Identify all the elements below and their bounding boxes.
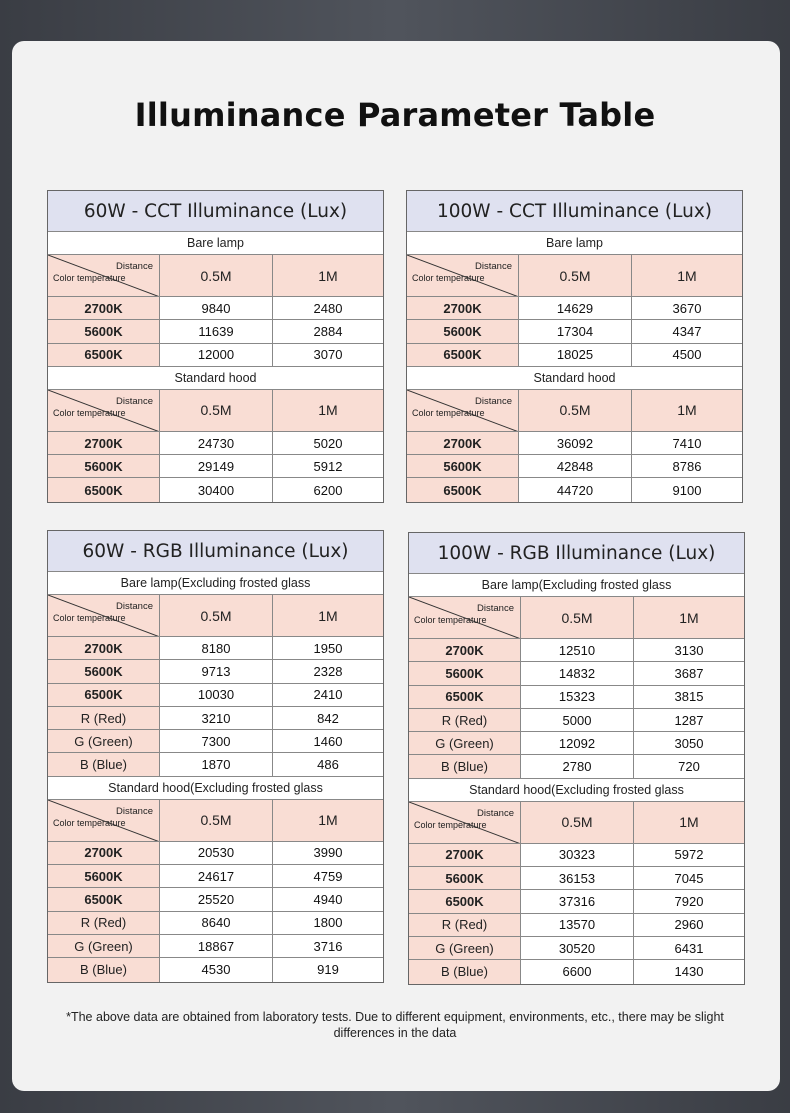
col-header-0-5m: 0.5M <box>519 255 632 296</box>
col-header-1m: 1M <box>632 255 742 296</box>
value-0-5m: 8180 <box>160 637 273 659</box>
table-row <box>409 890 744 913</box>
row-label: G (Green) <box>48 935 160 957</box>
distance-label: Distance <box>477 603 514 614</box>
diagonal-header-cell <box>48 800 160 841</box>
row-label: G (Green) <box>409 732 521 754</box>
illuminance-table <box>408 532 745 985</box>
value-1m: 9100 <box>632 478 742 501</box>
value-1m: 2328 <box>273 660 383 682</box>
row-label: 2700K <box>48 297 160 319</box>
table-row <box>48 478 383 501</box>
value-0-5m: 18025 <box>519 344 632 366</box>
value-1m: 3687 <box>634 662 744 684</box>
col-header-1m: 1M <box>273 800 383 841</box>
diagonal-header-cell <box>48 255 160 296</box>
row-label: R (Red) <box>409 914 521 936</box>
col-header-0-5m: 0.5M <box>519 390 632 431</box>
table-row <box>409 755 744 778</box>
table-title: 100W - CCT Illuminance (Lux) <box>407 191 742 232</box>
row-label: 6500K <box>48 888 160 910</box>
footnote: *The above data are obtained from laboratory tests. Due to different equipment, environments, etc., there may be slight differences in the data <box>66 1010 724 1040</box>
col-header-1m: 1M <box>634 597 744 638</box>
row-label: B (Blue) <box>48 753 160 775</box>
row-label: 5600K <box>409 867 521 889</box>
header-row <box>48 800 383 842</box>
value-0-5m: 17304 <box>519 320 632 342</box>
table-row <box>407 455 742 478</box>
table-row <box>409 639 744 662</box>
distance-label: Distance <box>116 601 153 612</box>
table-row <box>409 937 744 960</box>
value-1m: 3070 <box>273 344 383 366</box>
value-1m: 5972 <box>634 844 744 866</box>
row-label: 2700K <box>409 844 521 866</box>
value-1m: 3670 <box>632 297 742 319</box>
table-row <box>48 865 383 888</box>
row-label: B (Blue) <box>48 958 160 981</box>
table-row <box>407 320 742 343</box>
row-label: R (Red) <box>48 912 160 934</box>
value-1m: 4500 <box>632 344 742 366</box>
illuminance-table <box>47 190 384 503</box>
value-1m: 3130 <box>634 639 744 661</box>
value-0-5m: 36092 <box>519 432 632 454</box>
col-header-1m: 1M <box>632 390 742 431</box>
diagonal-header-cell <box>409 802 521 843</box>
table-row <box>48 707 383 730</box>
illuminance-table <box>47 530 384 983</box>
value-1m: 7045 <box>634 867 744 889</box>
row-label: R (Red) <box>48 707 160 729</box>
value-1m: 6200 <box>273 478 383 501</box>
section-label: Standard hood <box>407 367 742 390</box>
value-1m: 6431 <box>634 937 744 959</box>
table-row <box>48 888 383 911</box>
value-0-5m: 20530 <box>160 842 273 864</box>
row-label: R (Red) <box>409 709 521 731</box>
table-row <box>407 297 742 320</box>
value-1m: 4347 <box>632 320 742 342</box>
page-title: Illuminance Parameter Table <box>134 96 656 134</box>
header-row <box>48 595 383 637</box>
value-1m: 2410 <box>273 684 383 706</box>
row-label: 6500K <box>48 344 160 366</box>
value-0-5m: 25520 <box>160 888 273 910</box>
table-row <box>409 914 744 937</box>
section-label: Bare lamp <box>48 232 383 255</box>
section-label: Standard hood <box>48 367 383 390</box>
header-row <box>407 390 742 432</box>
distance-label: Distance <box>475 395 512 407</box>
color-temperature-label: Color temperature <box>412 273 485 283</box>
col-header-0-5m: 0.5M <box>160 255 273 296</box>
col-header-1m: 1M <box>273 255 383 296</box>
value-0-5m: 24617 <box>160 865 273 887</box>
value-0-5m: 10030 <box>160 684 273 706</box>
row-label: 6500K <box>409 686 521 708</box>
value-1m: 1460 <box>273 730 383 752</box>
table-row <box>409 960 744 983</box>
value-1m: 919 <box>273 958 383 981</box>
value-0-5m: 30400 <box>160 478 273 501</box>
value-1m: 8786 <box>632 455 742 477</box>
value-0-5m: 12510 <box>521 639 634 661</box>
section-label: Bare lamp <box>407 232 742 255</box>
row-label: 6500K <box>407 344 519 366</box>
table-row <box>48 660 383 683</box>
table-title: 60W - RGB Illuminance (Lux) <box>48 531 383 572</box>
col-header-0-5m: 0.5M <box>521 597 634 638</box>
table-row <box>48 730 383 753</box>
value-1m: 4940 <box>273 888 383 910</box>
row-label: 5600K <box>409 662 521 684</box>
value-1m: 5020 <box>273 432 383 454</box>
table-row <box>409 732 744 755</box>
row-label: 2700K <box>409 639 521 661</box>
color-temperature-label: Color temperature <box>414 819 487 830</box>
value-0-5m: 1870 <box>160 753 273 775</box>
row-label: 5600K <box>407 455 519 477</box>
col-header-1m: 1M <box>634 802 744 843</box>
table-row <box>409 686 744 709</box>
distance-label: Distance <box>116 805 153 817</box>
header-row <box>48 390 383 432</box>
value-1m: 5912 <box>273 455 383 477</box>
value-0-5m: 37316 <box>521 890 634 912</box>
table-row <box>409 844 744 867</box>
table-row <box>48 297 383 320</box>
row-label: 2700K <box>48 432 160 454</box>
value-1m: 2960 <box>634 914 744 936</box>
value-1m: 1800 <box>273 912 383 934</box>
value-0-5m: 12092 <box>521 732 634 754</box>
diagonal-header-cell <box>409 597 521 638</box>
value-1m: 3815 <box>634 686 744 708</box>
row-label: 5600K <box>48 320 160 342</box>
table-row <box>48 637 383 660</box>
table-title: 60W - CCT Illuminance (Lux) <box>48 191 383 232</box>
section-label: Standard hood(Excluding frosted glass <box>409 779 744 802</box>
value-0-5m: 3210 <box>160 707 273 729</box>
value-0-5m: 24730 <box>160 432 273 454</box>
row-label: 2700K <box>407 297 519 319</box>
table-row <box>48 753 383 776</box>
table-row <box>48 320 383 343</box>
value-1m: 1950 <box>273 637 383 659</box>
distance-label: Distance <box>475 261 512 272</box>
section-label: Bare lamp(Excluding frosted glass <box>48 572 383 595</box>
value-0-5m: 18867 <box>160 935 273 957</box>
value-1m: 3990 <box>273 842 383 864</box>
value-1m: 2480 <box>273 297 383 319</box>
color-temperature-label: Color temperature <box>53 273 126 283</box>
table-row <box>48 958 383 981</box>
header-row <box>407 255 742 297</box>
value-0-5m: 36153 <box>521 867 634 889</box>
color-temperature-label: Color temperature <box>412 407 485 418</box>
row-label: G (Green) <box>48 730 160 752</box>
value-0-5m: 14832 <box>521 662 634 684</box>
value-1m: 1287 <box>634 709 744 731</box>
value-0-5m: 14629 <box>519 297 632 319</box>
table-row <box>48 842 383 865</box>
diagonal-header-cell <box>48 390 160 431</box>
row-label: 5600K <box>48 865 160 887</box>
diagonal-header-cell <box>48 595 160 636</box>
table-row <box>409 662 744 685</box>
distance-label: Distance <box>477 807 514 819</box>
color-temperature-label: Color temperature <box>414 615 487 625</box>
value-1m: 2884 <box>273 320 383 342</box>
illuminance-table <box>406 190 743 503</box>
value-0-5m: 5000 <box>521 709 634 731</box>
value-1m: 7920 <box>634 890 744 912</box>
value-0-5m: 8640 <box>160 912 273 934</box>
table-row <box>409 709 744 732</box>
value-0-5m: 29149 <box>160 455 273 477</box>
value-1m: 3050 <box>634 732 744 754</box>
color-temperature-label: Color temperature <box>53 613 126 623</box>
value-0-5m: 7300 <box>160 730 273 752</box>
section-label: Standard hood(Excluding frosted glass <box>48 777 383 800</box>
value-1m: 4759 <box>273 865 383 887</box>
col-header-0-5m: 0.5M <box>521 802 634 843</box>
value-1m: 1430 <box>634 960 744 983</box>
table-row <box>48 344 383 367</box>
table-row <box>407 432 742 455</box>
value-0-5m: 44720 <box>519 478 632 501</box>
row-label: 5600K <box>407 320 519 342</box>
table-row <box>407 344 742 367</box>
value-1m: 486 <box>273 753 383 775</box>
col-header-0-5m: 0.5M <box>160 595 273 636</box>
header-row <box>409 597 744 639</box>
value-0-5m: 13570 <box>521 914 634 936</box>
row-label: 2700K <box>48 637 160 659</box>
header-row <box>48 255 383 297</box>
value-0-5m: 15323 <box>521 686 634 708</box>
row-label: B (Blue) <box>409 960 521 983</box>
table-row <box>48 912 383 935</box>
row-label: 2700K <box>407 432 519 454</box>
distance-label: Distance <box>116 395 153 407</box>
value-0-5m: 30323 <box>521 844 634 866</box>
row-label: 2700K <box>48 842 160 864</box>
table-row <box>48 455 383 478</box>
distance-label: Distance <box>116 261 153 272</box>
value-0-5m: 9840 <box>160 297 273 319</box>
table-title: 100W - RGB Illuminance (Lux) <box>409 533 744 574</box>
value-0-5m: 9713 <box>160 660 273 682</box>
value-1m: 720 <box>634 755 744 777</box>
col-header-1m: 1M <box>273 595 383 636</box>
value-0-5m: 2780 <box>521 755 634 777</box>
row-label: 6500K <box>407 478 519 501</box>
section-label: Bare lamp(Excluding frosted glass <box>409 574 744 597</box>
row-label: G (Green) <box>409 937 521 959</box>
diagonal-header-cell <box>407 255 519 296</box>
value-1m: 3716 <box>273 935 383 957</box>
value-1m: 7410 <box>632 432 742 454</box>
col-header-1m: 1M <box>273 390 383 431</box>
value-0-5m: 42848 <box>519 455 632 477</box>
table-row <box>407 478 742 501</box>
col-header-0-5m: 0.5M <box>160 390 273 431</box>
row-label: 6500K <box>48 684 160 706</box>
table-row <box>48 684 383 707</box>
row-label: 5600K <box>48 660 160 682</box>
value-0-5m: 30520 <box>521 937 634 959</box>
value-0-5m: 11639 <box>160 320 273 342</box>
color-temperature-label: Color temperature <box>53 407 126 418</box>
row-label: 6500K <box>48 478 160 501</box>
table-row <box>48 935 383 958</box>
value-0-5m: 4530 <box>160 958 273 981</box>
row-label: B (Blue) <box>409 755 521 777</box>
color-temperature-label: Color temperature <box>53 817 126 828</box>
table-row <box>409 867 744 890</box>
value-0-5m: 6600 <box>521 960 634 983</box>
value-0-5m: 12000 <box>160 344 273 366</box>
row-label: 5600K <box>48 455 160 477</box>
col-header-0-5m: 0.5M <box>160 800 273 841</box>
row-label: 6500K <box>409 890 521 912</box>
table-row <box>48 432 383 455</box>
header-row <box>409 802 744 844</box>
value-1m: 842 <box>273 707 383 729</box>
diagonal-header-cell <box>407 390 519 431</box>
